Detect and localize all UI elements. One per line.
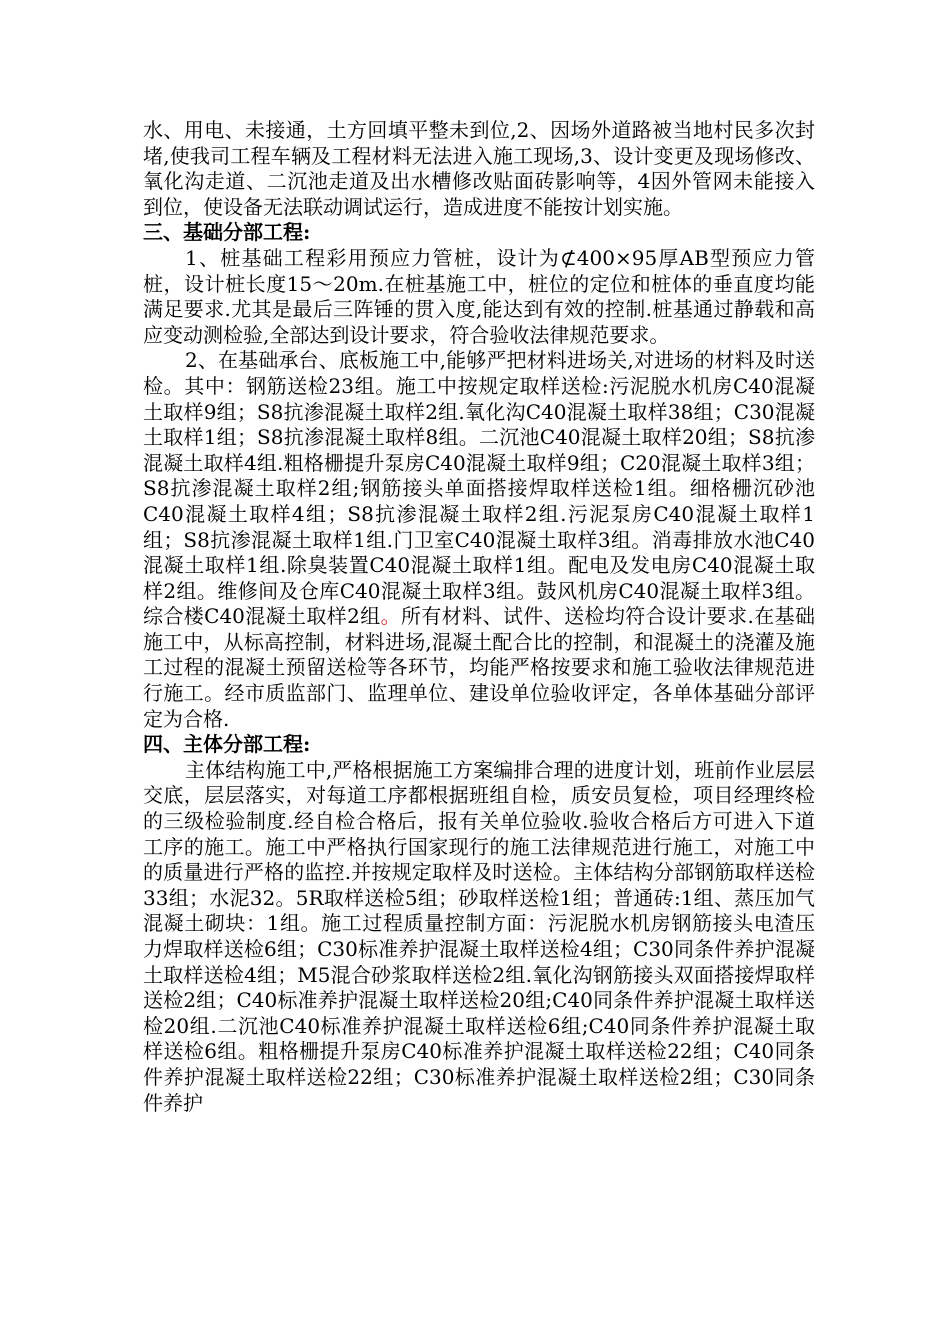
paragraph-pile-foundation: 1、桩基础工程彩用预应力管桩，设计为⊄400×95厚AB型预应力管桩，设计桩长度15～20m.在桩基施工中，桩位的定位和桩体的垂直度均能满足要求.尤其是最后三阵锤的贯入度,能达到有效的控制.桩基通过静载和高应变动测检验,全部达到设计要求，符合验收法律规范要求。	[143, 245, 815, 347]
foundation-sampling-text: 2、在基础承台、底板施工中,能够严把材料进场关,对进场的材料及时送检。其中：钢筋送检23组。施工中按规定取样送检:污泥脱水机房C40混凝土取样9组；S8抗渗混凝土取样2组.氧化沟C40混凝土取样38组；C30混凝土取样1组；S8抗渗混凝土取样8组。二沉池C40混凝土取样20组；S8抗渗混凝土取样4组.粗格栅提升泵房C40混凝土取样9组；C20混凝土取样3组；S8抗渗混凝土取样2组;钢筋接头单面搭接焊取样送检1组。细格栅沉砂池C40混凝土取样4组；S8抗渗混凝土取样2组.污泥泵房C40混凝土取样1组；S8抗渗混凝土取样1组.门卫室C40混凝土取样3组。消毒排放水池C40混凝土取样1组.除臭装置C40混凝土取样1组。配电及发电房C40混凝土取样2组。维修间及仓库C40混凝土取样3组。鼓风机房C40混凝土取样3组。综合楼C40混凝土取样2组	[143, 348, 815, 629]
red-period-mark: 。	[380, 604, 402, 629]
paragraph-main-structure: 主体结构施工中,严格根据施工方案编排合理的进度计划，班前作业层层交底，层层落实，对每道工序都根据班组自检，质安员复检，项目经理终检的三级检验制度.经自检合格后，报有关单位验收.验收合格后方可进入下道工序的施工。施工中严格执行国家现行的施工法律规范进行施工，对施工中的质量进行严格的监控.并按规定取样及时送检。主体结构分部钢筋取样送检33组；水泥32。5R取样送检5组；砂取样送检1组；普通砖:1组、蒸压加气混凝土砌块：1组。施工过程质量控制方面：污泥脱水机房钢筋接头电渣压力焊取样送检6组；C30标准养护混凝土取样送检4组；C30同条件养护混凝土取样送检4组；M5混合砂浆取样送检2组.氧化沟钢筋接头双面搭接焊取样送检2组；C40标准养护混凝土取样送检20组;C40同条件养护混凝土取样送检20组.二沉池C40标准养护混凝土取样送检6组;C40同条件养护混凝土取样送检6组。粗格栅提升泵房C40标准养护混凝土取样送检22组；C40同条件养护混凝土取样送检22组；C30标准养护混凝土取样送检2组；C30同条件养护	[143, 757, 815, 1115]
foundation-acceptance-text: 所有材料、试件、送检均符合设计要求.在基础施工中，从标高控制，材料进场,混凝土配合比的控制，和混凝土的浇灌及施工过程的混凝土预留送检等各环节，均能严格按要求和施工验收法律规范进行施工。经市质监部门、监理单位、建设单位验收评定，各单体基础分部评定为合格.	[143, 604, 816, 731]
section-heading-foundation: 三、基础分部工程:	[143, 220, 311, 245]
paragraph-continued: 水、用电、未接通，土方回填平整未到位,2、因场外道路被当地村民多次封堵,使我司工程车辆及工程材料无法进入施工现场,3、设计变更及现场修改、氧化沟走道、二沉池走道及出水槽修改贴面砖影响等，4因外管网未能接入到位，使设备无法联动调试运行，造成进度不能按计划实施。	[143, 118, 815, 219]
paragraph-foundation-materials	[143, 348, 815, 732]
document-page	[143, 118, 815, 1116]
section-heading-main-structure: 四、主体分部工程:	[143, 732, 311, 757]
